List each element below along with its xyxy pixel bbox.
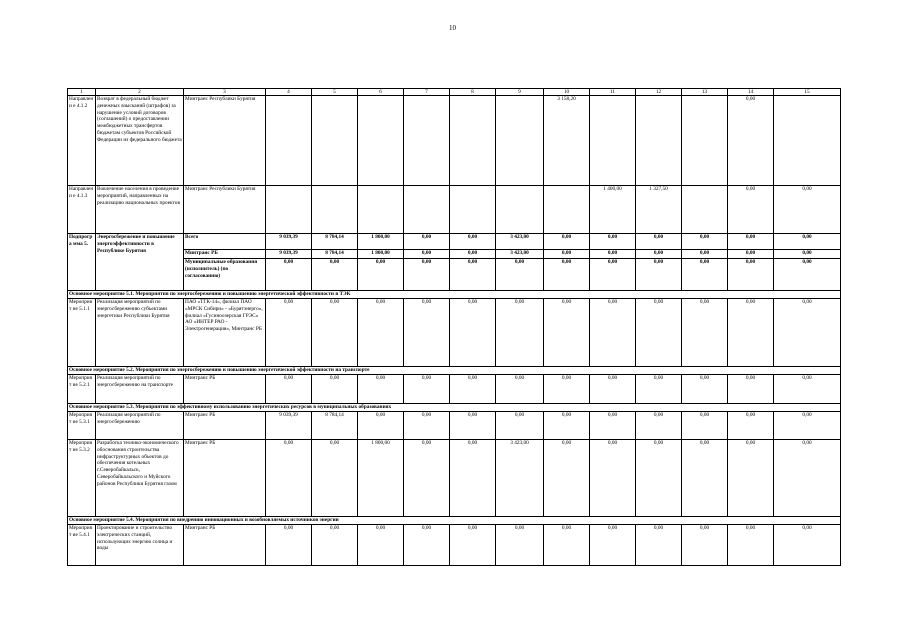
- table-row: [68, 250, 841, 259]
- value-cell: 0,00: [496, 259, 544, 291]
- value-cell: 0,00: [266, 440, 312, 517]
- section-row: [68, 291, 841, 299]
- row-title: Реализация мероприятий по энергосбережению субъектами энергетики Республики Бурятия: [96, 299, 184, 367]
- column-number: 8: [450, 89, 496, 96]
- column-number: 2: [96, 89, 184, 96]
- row-executor: Минтранс РБ: [184, 412, 266, 440]
- value-cell: 0,00: [404, 525, 450, 566]
- row-executor: ПАО «ТГК-14», филиал ПАО «МРСК Сибири» - «Бурятэнерго», филиал «Гусиноозерская ГРЭС» АО «ИНТЕР РАО - Электрогенерация», Минтранс РБ: [184, 299, 266, 367]
- section-row: [68, 517, 841, 525]
- value-cell: 3 158,20: [544, 96, 590, 186]
- row-title: Вовлечение населения в проведение мероприятий, направленных на реализацию национальных проектов: [96, 186, 184, 234]
- value-cell: 0,00: [312, 299, 358, 367]
- value-cell: 0,00: [312, 440, 358, 517]
- row-code: Мероприят ие 5.2.1: [68, 375, 96, 404]
- value-cell: 1 800,00: [358, 440, 404, 517]
- value-cell: 0,00: [450, 412, 496, 440]
- row-code: Подпрогра мма 5.: [68, 234, 96, 291]
- value-cell: [496, 186, 544, 234]
- value-cell: [682, 186, 728, 234]
- column-number: 13: [682, 89, 728, 96]
- value-cell: 0,00: [496, 375, 544, 404]
- value-cell: 0,00: [312, 259, 358, 291]
- table-row: [68, 375, 841, 404]
- table-row: [68, 412, 841, 440]
- row-executor: Минтранс Республики Бурятия: [184, 186, 266, 234]
- value-cell: 0,00: [496, 299, 544, 367]
- value-cell: 1 800,00: [358, 234, 404, 250]
- value-cell: 0,00: [450, 299, 496, 367]
- value-cell: 0,00: [774, 250, 841, 259]
- value-cell: 0,00: [682, 440, 728, 517]
- value-cell: 0,00: [358, 259, 404, 291]
- value-cell: 0,00: [682, 525, 728, 566]
- value-cell: [682, 96, 728, 186]
- row-executor: Всего: [184, 234, 266, 250]
- value-cell: 9 039,39: [266, 250, 312, 259]
- value-cell: 0,00: [774, 299, 841, 367]
- header-row: [68, 89, 841, 96]
- value-cell: 0,00: [636, 234, 682, 250]
- value-cell: 0,00: [450, 440, 496, 517]
- value-cell: 8 784,14: [312, 250, 358, 259]
- value-cell: 9 039,39: [266, 234, 312, 250]
- section-title: Основное мероприятие 5.2. Мероприятия по энергосбережению и повышению энергетической эффективности на транспорте: [68, 367, 841, 375]
- value-cell: 0,00: [358, 375, 404, 404]
- value-cell: 0,00: [450, 234, 496, 250]
- value-cell: 0,00: [590, 440, 636, 517]
- value-cell: 0,00: [266, 375, 312, 404]
- column-number: 6: [358, 89, 404, 96]
- value-cell: 0,00: [774, 375, 841, 404]
- row-code: Мероприят ие 5.3.2: [68, 440, 96, 517]
- value-cell: [312, 96, 358, 186]
- value-cell: 0,00: [682, 259, 728, 291]
- value-cell: 0,00: [774, 525, 841, 566]
- row-code: Направлени е 4.1.2: [68, 96, 96, 186]
- value-cell: 0,00: [728, 440, 774, 517]
- value-cell: [450, 186, 496, 234]
- value-cell: 0,00: [266, 299, 312, 367]
- value-cell: [544, 186, 590, 234]
- value-cell: 0,00: [774, 412, 841, 440]
- value-cell: 0,00: [544, 375, 590, 404]
- table-body: [68, 89, 841, 566]
- value-cell: 0,00: [544, 259, 590, 291]
- column-number: 10: [544, 89, 590, 96]
- table-row: [68, 234, 841, 250]
- row-executor: Минтранс РБ: [184, 440, 266, 517]
- column-number: 7: [404, 89, 450, 96]
- value-cell: 0,00: [544, 440, 590, 517]
- value-cell: [636, 96, 682, 186]
- value-cell: [590, 96, 636, 186]
- value-cell: [774, 96, 841, 186]
- table-row: [68, 259, 841, 291]
- value-cell: 0,00: [404, 440, 450, 517]
- value-cell: 8 784,14: [312, 234, 358, 250]
- row-executor: Минтранс Республики Бурятия: [184, 96, 266, 186]
- value-cell: 0,00: [774, 186, 841, 234]
- value-cell: [312, 186, 358, 234]
- value-cell: 0,00: [590, 234, 636, 250]
- value-cell: 0,00: [590, 525, 636, 566]
- value-cell: 0,00: [728, 299, 774, 367]
- column-number: 5: [312, 89, 358, 96]
- value-cell: 0,00: [358, 525, 404, 566]
- value-cell: 0,00: [636, 250, 682, 259]
- value-cell: 1 800,00: [358, 250, 404, 259]
- value-cell: 0,00: [774, 440, 841, 517]
- value-cell: [358, 186, 404, 234]
- value-cell: 0,00: [358, 299, 404, 367]
- value-cell: 0,00: [590, 412, 636, 440]
- value-cell: 0,00: [590, 250, 636, 259]
- value-cell: 0,00: [404, 250, 450, 259]
- page-number: 10: [449, 24, 456, 32]
- value-cell: 0,00: [404, 299, 450, 367]
- value-cell: 0,00: [728, 186, 774, 234]
- row-code: Направлени е 4.1.3: [68, 186, 96, 234]
- value-cell: 0,00: [590, 375, 636, 404]
- row-title: Реализация мероприятий по энергосбережению на транспорте: [96, 375, 184, 404]
- column-number: 12: [636, 89, 682, 96]
- row-code: Мероприят ие 5.3.1: [68, 412, 96, 440]
- value-cell: 0,00: [728, 234, 774, 250]
- row-code: Мероприят ие 5.1.1: [68, 299, 96, 367]
- value-cell: 0,00: [450, 259, 496, 291]
- row-executor: Минтранс РБ: [184, 375, 266, 404]
- value-cell: [266, 186, 312, 234]
- value-cell: 0,00: [636, 525, 682, 566]
- value-cell: 0,00: [404, 259, 450, 291]
- table-row: [68, 299, 841, 367]
- value-cell: 0,00: [404, 412, 450, 440]
- value-cell: 0,00: [404, 375, 450, 404]
- value-cell: 0,00: [728, 375, 774, 404]
- table-row: [68, 525, 841, 566]
- budget-table: [67, 88, 841, 566]
- table-row: [68, 440, 841, 517]
- column-number: 1: [68, 89, 96, 96]
- value-cell: 0,00: [636, 375, 682, 404]
- value-cell: 0,00: [590, 259, 636, 291]
- row-title: Энергосбережение и повышение энергоэффективности в Республике Бурятия: [96, 234, 184, 291]
- column-number: 9: [496, 89, 544, 96]
- value-cell: 0,00: [312, 375, 358, 404]
- value-cell: 0,00: [636, 440, 682, 517]
- value-cell: 0,00: [636, 259, 682, 291]
- value-cell: [496, 96, 544, 186]
- column-number: 3: [184, 89, 266, 96]
- value-cell: 0,00: [728, 412, 774, 440]
- value-cell: 3 423,00: [496, 234, 544, 250]
- value-cell: 8 784,14: [312, 412, 358, 440]
- row-executor: Минтранс РБ: [184, 525, 266, 566]
- row-title: Возврат в федеральный бюджет денежных взысканий (штрафов) за нарушение условий договоров (соглашений) о предоставлении межбюджетных трансфертов бюджетам субъектов Российской Федерации из федерального бюджета: [96, 96, 184, 186]
- value-cell: 0,00: [728, 259, 774, 291]
- value-cell: 0,00: [590, 299, 636, 367]
- value-cell: 0,00: [728, 250, 774, 259]
- value-cell: 0,00: [496, 525, 544, 566]
- section-row: [68, 404, 841, 412]
- value-cell: 0,00: [404, 234, 450, 250]
- value-cell: 0,00: [728, 96, 774, 186]
- value-cell: 0,00: [682, 250, 728, 259]
- section-title: Основное мероприятие 5.4. Мероприятия по внедрению инновационных и возобновляемых источников энергии: [68, 517, 841, 525]
- value-cell: [450, 96, 496, 186]
- value-cell: 0,00: [636, 412, 682, 440]
- value-cell: 0,00: [450, 250, 496, 259]
- section-title: Основное мероприятие 5.3. Мероприятия по эффективному использованию энергетических ресурсов в муниципальных образованиях: [68, 404, 841, 412]
- value-cell: 0,00: [544, 299, 590, 367]
- row-title: Проектирование и строительство электрических станций, использующих энергию солнца и воды: [96, 525, 184, 566]
- value-cell: [404, 96, 450, 186]
- table-row: [68, 96, 841, 186]
- column-number: 11: [590, 89, 636, 96]
- value-cell: 0,00: [774, 234, 841, 250]
- value-cell: 0,00: [358, 412, 404, 440]
- value-cell: 1 400,00: [590, 186, 636, 234]
- column-number: 15: [774, 89, 841, 96]
- value-cell: 0,00: [544, 250, 590, 259]
- row-title: Реализация мероприятий по энергосбережению: [96, 412, 184, 440]
- value-cell: [404, 186, 450, 234]
- section-row: [68, 367, 841, 375]
- row-title: Разработка технико-экономического обоснования строительства инфраструктурных объектов до обеспечения котельных г.Северобайкальск, Северобайкальского и Муйского районов Республики Бурятия газом: [96, 440, 184, 517]
- value-cell: 3 423,00: [496, 440, 544, 517]
- value-cell: 0,00: [450, 375, 496, 404]
- value-cell: 0,00: [774, 259, 841, 291]
- value-cell: 0,00: [544, 234, 590, 250]
- column-number: 14: [728, 89, 774, 96]
- value-cell: 0,00: [496, 412, 544, 440]
- value-cell: 0,00: [682, 375, 728, 404]
- value-cell: 0,00: [682, 299, 728, 367]
- value-cell: 9 039,39: [266, 412, 312, 440]
- value-cell: 0,00: [728, 525, 774, 566]
- value-cell: 0,00: [682, 412, 728, 440]
- value-cell: [266, 96, 312, 186]
- value-cell: 0,00: [682, 234, 728, 250]
- value-cell: 0,00: [544, 525, 590, 566]
- value-cell: 0,00: [312, 525, 358, 566]
- row-executor: Минтранс РБ: [184, 250, 266, 259]
- value-cell: 0,00: [544, 412, 590, 440]
- value-cell: [358, 96, 404, 186]
- value-cell: 0,00: [636, 299, 682, 367]
- table-row: [68, 186, 841, 234]
- value-cell: 1 327,50: [636, 186, 682, 234]
- row-executor: Муниципальные образования (исполнитель) (по согласованию): [184, 259, 266, 291]
- value-cell: 0,00: [266, 259, 312, 291]
- value-cell: 3 423,00: [496, 250, 544, 259]
- value-cell: 0,00: [266, 525, 312, 566]
- value-cell: 0,00: [450, 525, 496, 566]
- column-number: 4: [266, 89, 312, 96]
- row-code: Мероприят ие 5.4.1: [68, 525, 96, 566]
- section-title: Основное мероприятие 5.1. Мероприятия по энергосбережению и повышению энергетической эффективности в ТЭК: [68, 291, 841, 299]
